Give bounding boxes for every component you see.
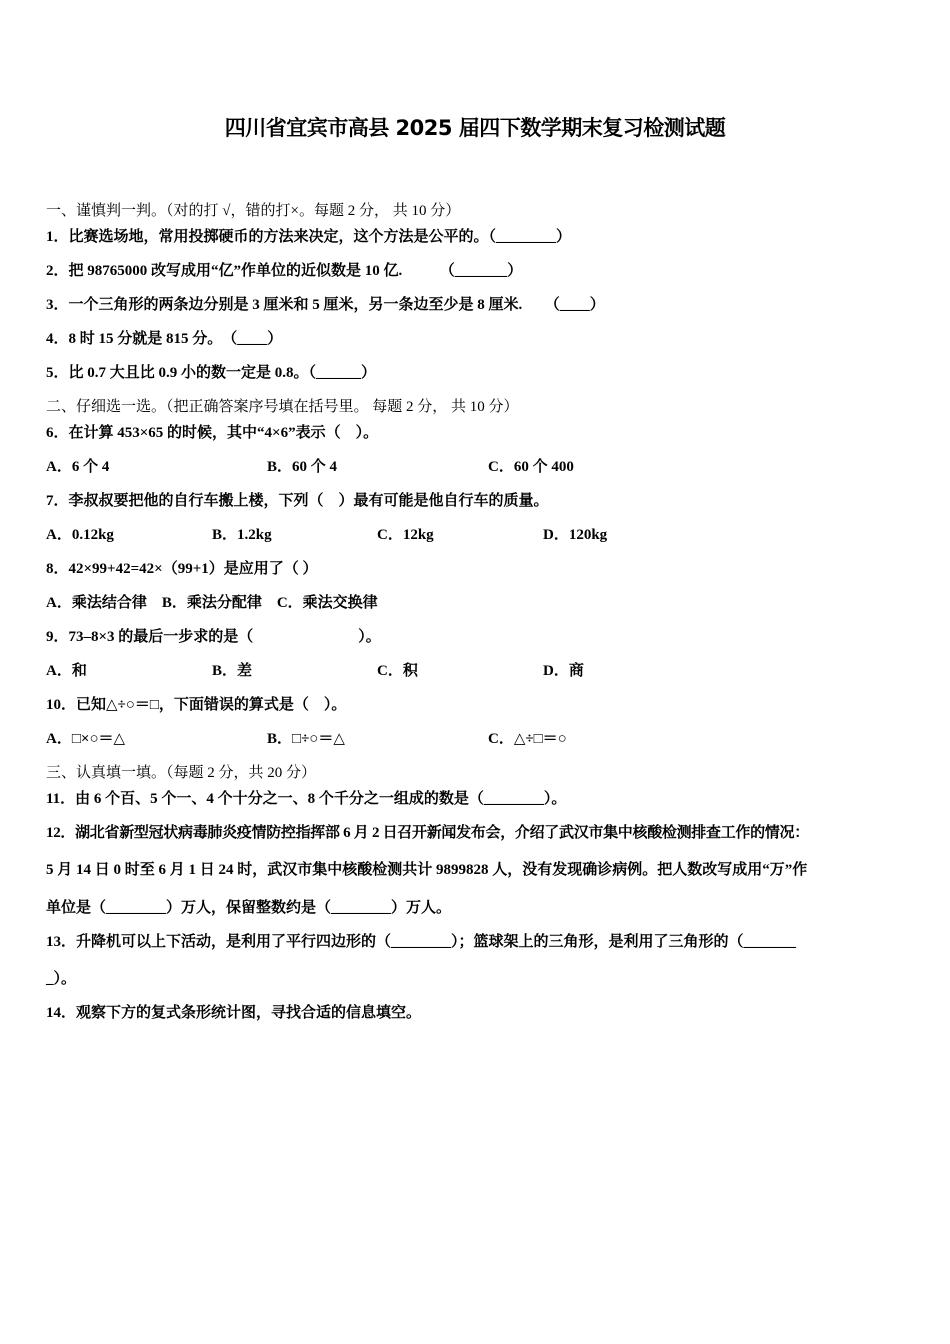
question-7: 7．李叔叔要把他的自行车搬上楼，下列（ ）最有可能是他自行车的质量。 — [46, 493, 549, 509]
section-1-header: 一、谨慎判一判。（对的打 √，错的打×。每题 2 分， 共 10 分） — [46, 203, 461, 219]
question-9: 9．73–8×3 的最后一步求的是（ ）。 — [46, 629, 381, 645]
question-6: 6．在计算 453×65 的时候，其中“4×6”表示（ ）。 — [46, 425, 379, 441]
question-13-line-2: _）。 — [46, 971, 77, 987]
section-3-header: 三、认真填一填。（每题 2 分，共 20 分） — [46, 765, 317, 781]
q6-option-c: C．60 个 400 — [488, 459, 574, 475]
question-3: 3．一个三角形的两条边分别是 3 厘米和 5 厘米，另一条边至少是 8 厘米. （____） — [46, 297, 605, 313]
question-14: 14．观察下方的复式条形统计图，寻找合适的信息填空。 — [46, 1005, 422, 1021]
section-2-header: 二、仔细选一选。（把正确答案序号填在括号里。 每题 2 分， 共 10 分） — [46, 399, 519, 415]
question-8: 8．42×99+42=42×（99+1）是应用了（ ） — [46, 561, 318, 577]
page-title: 四川省宜宾市高县 2025 届四下数学期末复习检测试题 — [224, 116, 726, 140]
q10-option-c: C．△÷□＝○ — [488, 731, 567, 747]
q7-option-a: A．0.12kg — [46, 527, 114, 543]
q9-option-b: B．差 — [212, 663, 253, 679]
q7-option-b: B．1.2kg — [212, 527, 272, 543]
q9-option-a: A．和 — [46, 663, 87, 679]
q8-options: A．乘法结合律 B．乘法分配律 C．乘法交换律 — [46, 595, 378, 611]
q7-option-c: C．12kg — [377, 527, 434, 543]
question-12-line-1: 12．湖北省新型冠状病毒肺炎疫情防控指挥部 6 月 2 日召开新闻发布会，介绍了武汉市集中核酸检测排查工作的情况： — [46, 825, 809, 841]
question-4: 4．8 时 15 分就是 815 分。 （____） — [46, 331, 283, 347]
question-2: 2．把 98765000 改写成用“亿”作单位的近似数是 10 亿. （_______） — [46, 263, 523, 279]
q10-option-a: A．□×○＝△ — [46, 731, 126, 747]
question-5: 5．比 0.7 大且比 0.9 小的数一定是 0.8。（______） — [46, 365, 377, 381]
question-10: 10．已知△÷○＝□，下面错误的算式是（ ）。 — [46, 697, 347, 713]
question-13-line-1: 13．升降机可以上下活动，是利用了平行四边形的（________）；篮球架上的三角形，是利用了三角形的（_______ — [46, 934, 797, 950]
q7-option-d: D．120kg — [543, 527, 608, 543]
q6-option-a: A．6 个 4 — [46, 459, 110, 475]
question-12-line-3: 单位是（________）万人，保留整数约是（________）万人。 — [46, 900, 452, 916]
question-12-line-2: 5 月 14 日 0 时至 6 月 1 日 24 时，武汉市集中核酸检测共计 9899828 人，没有发现确诊病例。把人数改写成用“万”作 — [46, 862, 808, 878]
q9-option-c: C．积 — [377, 663, 418, 679]
question-11: 11．由 6 个百、5 个一、4 个十分之一、8 个千分之一组成的数是（________）。 — [46, 791, 567, 807]
question-1: 1．比赛选场地，常用投掷硬币的方法来决定，这个方法是公平的。（________） — [46, 229, 572, 245]
q10-option-b: B．□÷○＝△ — [267, 731, 345, 747]
q9-option-d: D．商 — [543, 663, 584, 679]
q6-option-b: B．60 个 4 — [267, 459, 338, 475]
